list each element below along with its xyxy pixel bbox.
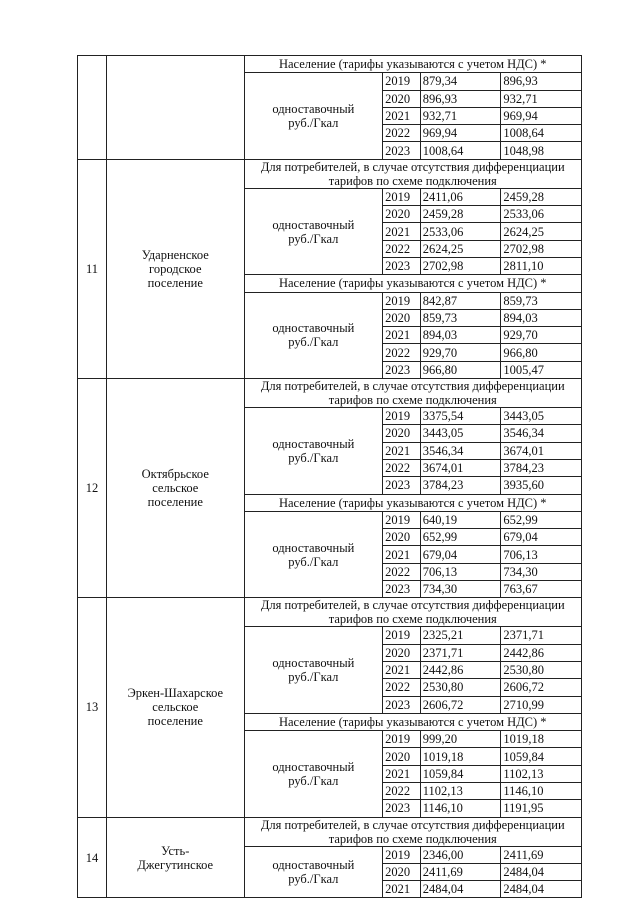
tariff-type: одноставочный руб./Гкал [272,656,355,685]
tariff-first-half-cell: 879,34 [420,73,501,90]
year-cell: 2021 [383,107,421,124]
tariff-first-half-cell: 652,99 [420,529,501,546]
tariff-first-half-cell: 3375,54 [420,408,501,425]
year-cell: 2020 [383,206,421,223]
settlement-name: Усть- Джегутинское [137,843,214,872]
tariff-first-half-cell: 932,71 [420,107,501,124]
section-header-row [78,379,582,408]
tariff-first-half-cell: 859,73 [420,309,501,326]
row-number [78,56,107,160]
year-cell: 2019 [383,292,421,309]
tariff-first-half-cell: 2533,06 [420,223,501,240]
tariff-first-half-cell: 640,19 [420,511,501,528]
tariff-first-half-cell: 1146,10 [420,800,501,817]
tariff-second-half-cell: 2606,72 [501,679,582,696]
year-cell: 2022 [383,782,421,799]
year-cell: 2020 [383,863,421,880]
tariff-type: одноставочный руб./Гкал [272,759,355,788]
tariff-first-half-cell: 894,03 [420,327,501,344]
year-cell: 2022 [383,240,421,257]
year-cell: 2021 [383,765,421,782]
tariff-table [77,55,582,898]
year-cell: 2019 [383,627,421,644]
tariff-first-half-cell: 2606,72 [420,696,501,713]
tariff-type: одноставочный руб./Гкал [272,436,355,465]
year-cell: 2019 [383,846,421,863]
year-cell: 2021 [383,661,421,678]
tariff-second-half-cell: 929,70 [501,327,582,344]
tariff-table-body [78,56,582,898]
year-cell: 2022 [383,679,421,696]
section-header-row [78,159,582,188]
tariff-first-half-cell: 2442,86 [420,661,501,678]
tariff-second-half-cell: 1048,98 [501,142,582,159]
tariff-second-half-cell: 2371,71 [501,627,582,644]
year-cell: 2019 [383,188,421,205]
year-cell: 2019 [383,408,421,425]
tariff-type-cell [244,408,383,494]
tariff-first-half-cell: 2624,25 [420,240,501,257]
year-cell: 2020 [383,309,421,326]
tariff-first-half-cell: 1019,18 [420,748,501,765]
tariff-first-half-cell: 896,93 [420,90,501,107]
year-cell: 2023 [383,696,421,713]
tariff-type-cell [244,627,383,713]
tariff-type: одноставочный руб./Гкал [272,102,355,131]
tariff-first-half-cell: 966,80 [420,361,501,378]
section-header: Для потребителей, в случае отсутствия дифференциации тарифов по схеме подключения [244,379,581,408]
tariff-first-half-cell: 2346,00 [420,846,501,863]
tariff-second-half-cell: 1059,84 [501,748,582,765]
tariff-second-half-cell: 966,80 [501,344,582,361]
tariff-first-half-cell: 969,94 [420,125,501,142]
year-cell: 2022 [383,563,421,580]
year-cell: 2021 [383,327,421,344]
tariff-first-half-cell: 706,13 [420,563,501,580]
tariff-second-half-cell: 2484,04 [501,881,582,898]
section-header-row [78,598,582,627]
tariff-second-half-cell: 3784,23 [501,459,582,476]
settlement-name-cell [107,817,245,898]
tariff-first-half-cell: 1008,64 [420,142,501,159]
tariff-second-half-cell: 3546,34 [501,425,582,442]
section-header: Население (тарифы указываются с учетом НДС) * [244,56,581,73]
year-cell: 2022 [383,125,421,142]
year-cell: 2020 [383,90,421,107]
year-cell: 2023 [383,142,421,159]
tariff-second-half-cell: 2624,25 [501,223,582,240]
tariff-second-half-cell: 679,04 [501,529,582,546]
year-cell: 2023 [383,800,421,817]
tariff-second-half-cell: 932,71 [501,90,582,107]
tariff-second-half-cell: 2530,80 [501,661,582,678]
section-header: Население (тарифы указываются с учетом НДС) * [244,275,581,292]
tariff-first-half-cell: 3443,05 [420,425,501,442]
tariff-first-half-cell: 2484,04 [420,881,501,898]
tariff-second-half-cell: 652,99 [501,511,582,528]
tariff-second-half-cell: 2710,99 [501,696,582,713]
section-header-row [78,56,582,73]
tariff-first-half-cell: 2411,06 [420,188,501,205]
tariff-second-half-cell: 2442,86 [501,644,582,661]
tariff-second-half-cell: 2484,04 [501,863,582,880]
tariff-second-half-cell: 1191,95 [501,800,582,817]
tariff-type-cell [244,846,383,898]
year-cell: 2023 [383,477,421,494]
row-number: 13 [78,598,107,817]
year-cell: 2020 [383,644,421,661]
tariff-type: одноставочный руб./Гкал [272,321,355,350]
tariff-first-half-cell: 2411,69 [420,863,501,880]
tariff-first-half-cell: 2459,28 [420,206,501,223]
tariff-second-half-cell: 763,67 [501,581,582,598]
year-cell: 2023 [383,581,421,598]
tariff-type-cell [244,511,383,597]
tariff-second-half-cell: 2411,69 [501,846,582,863]
tariff-first-half-cell: 1102,13 [420,782,501,799]
tariff-first-half-cell: 3674,01 [420,459,501,476]
tariff-second-half-cell: 1005,47 [501,361,582,378]
year-cell: 2020 [383,529,421,546]
year-cell: 2020 [383,748,421,765]
tariff-type-cell [244,188,383,274]
tariff-second-half-cell: 1019,18 [501,731,582,748]
tariff-second-half-cell: 859,73 [501,292,582,309]
tariff-first-half-cell: 734,30 [420,581,501,598]
document-page [77,55,582,898]
tariff-second-half-cell: 894,03 [501,309,582,326]
year-cell: 2019 [383,511,421,528]
row-number: 12 [78,379,107,598]
year-cell: 2021 [383,223,421,240]
tariff-second-half-cell: 1008,64 [501,125,582,142]
settlement-name: Октябрьское сельское поселение [141,467,209,510]
settlement-name: Эркен-Шахарское сельское поселение [127,686,224,729]
tariff-type: одноставочный руб./Гкал [272,540,355,569]
tariff-type-cell [244,73,383,159]
year-cell: 2020 [383,425,421,442]
tariff-second-half-cell: 734,30 [501,563,582,580]
settlement-name-cell [107,56,245,160]
tariff-second-half-cell: 706,13 [501,546,582,563]
row-number: 14 [78,817,107,898]
year-cell: 2019 [383,73,421,90]
section-header: Для потребителей, в случае отсутствия дифференциации тарифов по схеме подключения [244,598,581,627]
tariff-second-half-cell: 969,94 [501,107,582,124]
settlement-name-cell [107,379,245,598]
tariff-second-half-cell: 3443,05 [501,408,582,425]
settlement-name: Ударненское городское поселение [141,247,209,290]
tariff-first-half-cell: 2530,80 [420,679,501,696]
tariff-first-half-cell: 3784,23 [420,477,501,494]
tariff-first-half-cell: 2371,71 [420,644,501,661]
year-cell: 2023 [383,361,421,378]
tariff-first-half-cell: 842,87 [420,292,501,309]
year-cell: 2022 [383,344,421,361]
tariff-first-half-cell: 999,20 [420,731,501,748]
tariff-second-half-cell: 2811,10 [501,257,582,274]
section-header: Для потребителей, в случае отсутствия дифференциации тарифов по схеме подключения [244,817,581,846]
section-header: Население (тарифы указываются с учетом НДС) * [244,494,581,511]
section-header: Население (тарифы указываются с учетом НДС) * [244,713,581,730]
tariff-first-half-cell: 3546,34 [420,442,501,459]
tariff-type-cell [244,292,383,378]
tariff-second-half-cell: 1146,10 [501,782,582,799]
year-cell: 2023 [383,257,421,274]
settlement-name-cell [107,159,245,378]
tariff-second-half-cell: 1102,13 [501,765,582,782]
tariff-first-half-cell: 929,70 [420,344,501,361]
row-number: 11 [78,159,107,378]
tariff-type-cell [244,731,383,817]
tariff-first-half-cell: 679,04 [420,546,501,563]
year-cell: 2021 [383,442,421,459]
tariff-type: одноставочный руб./Гкал [272,217,355,246]
section-header: Для потребителей, в случае отсутствия дифференциации тарифов по схеме подключения [244,159,581,188]
tariff-first-half-cell: 2325,21 [420,627,501,644]
tariff-second-half-cell: 3935,60 [501,477,582,494]
settlement-name-cell [107,598,245,817]
tariff-type: одноставочный руб./Гкал [272,858,355,887]
tariff-second-half-cell: 2533,06 [501,206,582,223]
tariff-second-half-cell: 2459,28 [501,188,582,205]
year-cell: 2021 [383,546,421,563]
tariff-second-half-cell: 3674,01 [501,442,582,459]
year-cell: 2019 [383,731,421,748]
tariff-first-half-cell: 1059,84 [420,765,501,782]
year-cell: 2021 [383,881,421,898]
year-cell: 2022 [383,459,421,476]
tariff-first-half-cell: 2702,98 [420,257,501,274]
tariff-second-half-cell: 896,93 [501,73,582,90]
section-header-row [78,817,582,846]
tariff-second-half-cell: 2702,98 [501,240,582,257]
